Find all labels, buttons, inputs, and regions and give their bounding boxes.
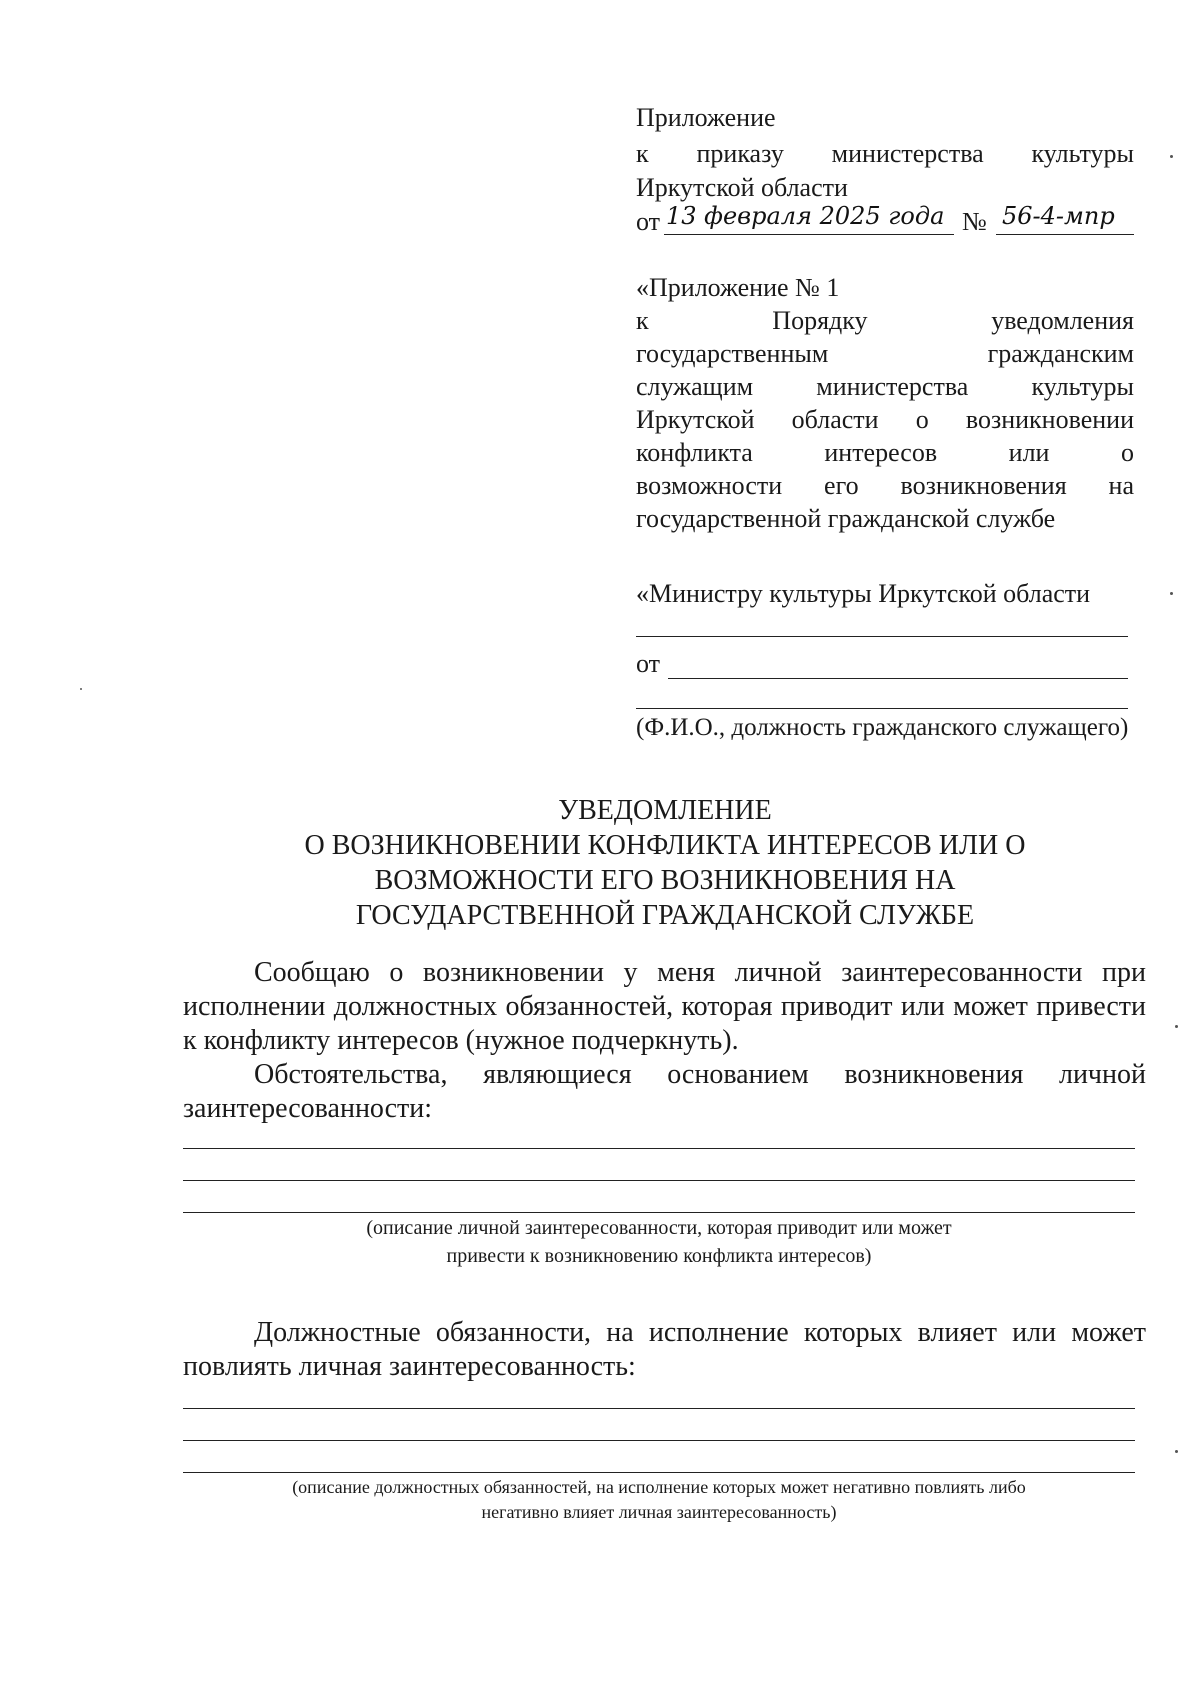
paragraph-1-line-1: Сообщаю о возникновении у меня личной заинтересованности при	[254, 957, 1146, 988]
annex-title: «Приложение № 1	[636, 273, 840, 302]
scan-speck	[1170, 592, 1173, 595]
paragraph-1-line-2: исполнении должностных обязанностей, которая приводит или может привести	[183, 991, 1146, 1022]
appendix-title: Приложение	[636, 103, 776, 132]
addressee-from-prefix: от	[636, 649, 661, 678]
heading-line-3: ВОЗМОЖНОСТИ ЕГО ВОЗНИКНОВЕНИЯ НА	[374, 865, 956, 896]
appendix-date-handwritten: 13 февраля 2025 года	[666, 202, 945, 230]
addressee-blank-line-1	[636, 636, 1128, 637]
appendix-number-handwritten: 56-4-мпр	[1002, 202, 1115, 230]
annex-line-3: служащим министерства культуры	[636, 372, 1134, 401]
circumstances-blank-line-1	[183, 1148, 1135, 1149]
paragraph-3-line-2: повлиять личная заинтересованность:	[183, 1351, 636, 1382]
duties-blank-line-3	[183, 1472, 1135, 1473]
circumstances-blank-line-2	[183, 1180, 1135, 1181]
duties-blank-line-1	[183, 1408, 1135, 1409]
annex-line-5: конфликта интересов или о	[636, 438, 1134, 467]
annex-line-6: возможности его возникновения на	[636, 471, 1134, 500]
paragraph-1-line-3: к конфликту интересов (нужное подчеркнуть).	[183, 1025, 739, 1056]
addressee-caption: (Ф.И.О., должность гражданского служащего)	[636, 714, 1129, 741]
appendix-line-1: к приказу министерства культуры	[636, 139, 1134, 168]
paragraph-2-line-1: Обстоятельства, являющиеся основанием возникновения личной	[254, 1059, 1146, 1090]
addressee-blank-line-2	[636, 708, 1128, 709]
annex-line-4: Иркутской области о возникновении	[636, 405, 1134, 434]
duties-blank-line-2	[183, 1440, 1135, 1441]
circumstances-blank-line-3	[183, 1212, 1135, 1213]
heading-line-2: О ВОЗНИКНОВЕНИИ КОНФЛИКТА ИНТЕРЕСОВ ИЛИ О	[304, 830, 1026, 861]
scan-speck	[1175, 1025, 1178, 1028]
annex-line-2: государственным гражданским	[636, 339, 1134, 368]
caption-1-line-2: привести к возникновению конфликта интересов)	[446, 1245, 872, 1267]
heading-line-1: УВЕДОМЛЕНИЕ	[558, 795, 772, 826]
annex-line-7: государственной гражданской службе	[636, 504, 1056, 533]
caption-2-line-1: (описание должностных обязанностей, на исполнение которых может негативно повлиять либо	[292, 1477, 1026, 1497]
addressee-to: «Министру культуры Иркутской области	[636, 579, 1091, 608]
heading-line-4: ГОСУДАРСТВЕННОЙ ГРАЖДАНСКОЙ СЛУЖБЕ	[355, 900, 975, 931]
paragraph-3-line-1: Должностные обязанности, на исполнение которых влияет или может	[254, 1317, 1146, 1348]
caption-2-line-2: негативно влияет личная заинтересованность)	[481, 1502, 837, 1522]
number-underline	[996, 234, 1134, 235]
appendix-number-prefix: №	[962, 207, 987, 236]
addressee-from-line	[668, 678, 1128, 679]
date-underline	[664, 234, 954, 235]
scan-speck	[1175, 1450, 1178, 1453]
scan-speck	[80, 688, 82, 690]
annex-line-1: к Порядку уведомления	[636, 306, 1134, 335]
appendix-date-prefix: от	[636, 207, 661, 236]
caption-1-line-1: (описание личной заинтересованности, которая приводит или может	[366, 1217, 952, 1239]
scan-speck	[1170, 155, 1173, 158]
paragraph-2-line-2: заинтересованности:	[183, 1093, 433, 1124]
appendix-line-2: Иркутской области	[636, 173, 848, 202]
